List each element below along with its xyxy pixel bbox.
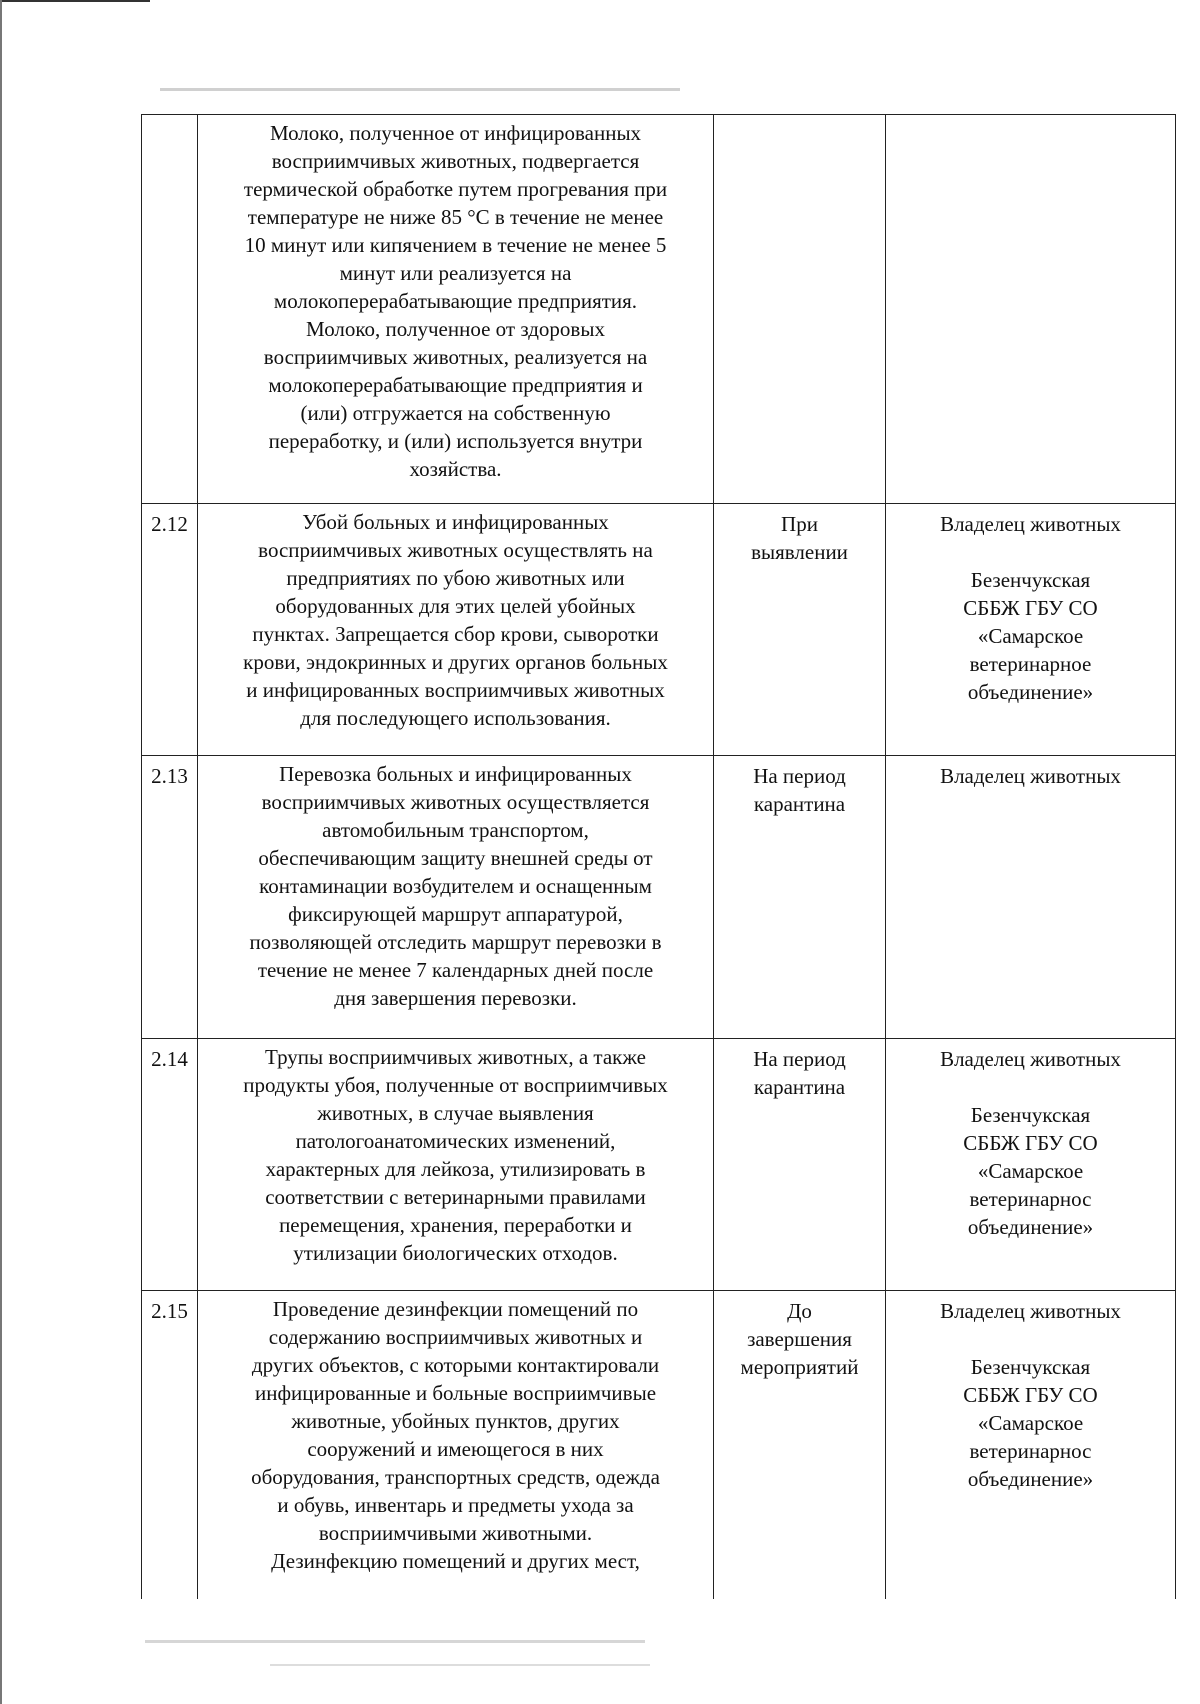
measures-table bbox=[141, 114, 1176, 1599]
deadline-cell bbox=[714, 756, 886, 1039]
table-row bbox=[142, 1039, 1176, 1291]
row-number: 2.12 bbox=[142, 504, 198, 756]
responsible-cell bbox=[886, 1291, 1176, 1599]
measure-description bbox=[198, 756, 714, 1039]
responsible-org-line: объединение» bbox=[967, 680, 1094, 704]
deadline-cell bbox=[714, 115, 886, 504]
scan-speck bbox=[160, 88, 680, 91]
table-row bbox=[142, 504, 1176, 756]
scan-speck bbox=[145, 1640, 645, 1643]
measure-text: Трупы восприимчивых животных, а также продукты убоя, полученные от восприимчивых животных, в случае выявления патологоанатомических изменений, характерных для лейкоза, утилизировать в соответствии с ветеринарными правилами перемещения, хранения, переработки и утилизации биологических отходов. bbox=[243, 1045, 668, 1265]
measure-text: Молоко, полученное от инфицированных восприимчивых животных, подвергается термической обработке путем прогревания при температуре не ниже 85 °С в течение не менее 10 минут или кипячением в течение не менее 5 минут или реализуется на молокоперерабатывающие предприятия. Молоко, полученное от здоровых восприимчивых животных, реализуется на молокоперерабатывающие предприятия и (или) отгружается на собственную переработку, и (или) используется внутри хозяйства. bbox=[243, 121, 668, 481]
responsible-owner: Владелец животных bbox=[940, 764, 1121, 788]
responsible-org-line: СББЖ ГБУ СО bbox=[963, 1383, 1098, 1407]
deadline-text: На период карантина bbox=[753, 764, 846, 816]
measure-text: Проведение дезинфекции помещений по содержанию восприимчивых животных и других объектов, с которыми контактировали инфицированные и больные восприимчивые животные, убойных пунктов, других сооружений и имеющегося в них оборудования, транспортных средств, одежда и обувь, инвентарь и предметы ухода за восприимчивыми животными. Дезинфекцию помещений и других мест, bbox=[251, 1297, 660, 1573]
measure-description bbox=[198, 115, 714, 504]
responsible-cell bbox=[886, 1039, 1176, 1291]
table-row bbox=[142, 1291, 1176, 1599]
deadline-text: При выявлении bbox=[751, 512, 848, 564]
measure-description bbox=[198, 1039, 714, 1291]
responsible-org-line: ветеринарнос bbox=[969, 1187, 1092, 1211]
deadline-cell bbox=[714, 504, 886, 756]
row-number: 2.15 bbox=[142, 1291, 198, 1599]
scan-edge-top bbox=[0, 0, 150, 2]
scan-edge-left bbox=[0, 0, 2, 1704]
responsible-owner: Владелец животных bbox=[940, 512, 1121, 536]
responsible-cell bbox=[886, 756, 1176, 1039]
responsible-cell bbox=[886, 504, 1176, 756]
deadline-text: На период карантина bbox=[753, 1047, 846, 1099]
scan-speck bbox=[270, 1664, 650, 1666]
measure-text: Перевозка больных и инфицированных восприимчивых животных осуществляется автомобильным транспортом, обеспечивающим защиту внешней среды от контаминации возбудителем и оснащенным фиксирующей маршрут аппаратурой, позволяющей отследить маршрут перевозки в течение не менее 7 календарных дней после дня завершения перевозки. bbox=[249, 762, 662, 1010]
responsible-org-line: СББЖ ГБУ СО bbox=[963, 596, 1098, 620]
measure-text: Убой больных и инфицированных восприимчивых животных осуществлять на предприятиях по убою животных или оборудованных для этих целей убойных пунктах. Запрещается сбор крови, сыворотки крови, эндокринных и других органов больных и инфицированных восприимчивых животных для последующего использования. bbox=[243, 510, 668, 730]
responsible-org-line: «Самарское bbox=[977, 1411, 1084, 1435]
responsible-org-line: Безенчукская bbox=[970, 1355, 1091, 1379]
measure-description bbox=[198, 1291, 714, 1599]
responsible-org-line: Безенчукская bbox=[970, 1103, 1091, 1127]
deadline-cell bbox=[714, 1039, 886, 1291]
row-number: 2.14 bbox=[142, 1039, 198, 1291]
table-row bbox=[142, 756, 1176, 1039]
responsible-owner: Владелец животных bbox=[940, 1047, 1121, 1071]
deadline-cell bbox=[714, 1291, 886, 1599]
responsible-owner: Владелец животных bbox=[940, 1299, 1121, 1323]
responsible-org-line: СББЖ ГБУ СО bbox=[963, 1131, 1098, 1155]
responsible-org-line: ветеринарнос bbox=[969, 1439, 1092, 1463]
deadline-text: До завершения мероприятий bbox=[740, 1299, 859, 1379]
row-number bbox=[142, 115, 198, 504]
responsible-cell bbox=[886, 115, 1176, 504]
table-row bbox=[142, 115, 1176, 504]
responsible-org-line: объединение» bbox=[967, 1215, 1094, 1239]
responsible-org-line: Безенчукская bbox=[970, 568, 1091, 592]
responsible-org-line: объединение» bbox=[967, 1467, 1094, 1491]
measure-description bbox=[198, 504, 714, 756]
row-number: 2.13 bbox=[142, 756, 198, 1039]
responsible-org-line: «Самарское bbox=[977, 1159, 1084, 1183]
responsible-org-line: ветеринарное bbox=[969, 652, 1092, 676]
responsible-org-line: «Самарское bbox=[977, 624, 1084, 648]
